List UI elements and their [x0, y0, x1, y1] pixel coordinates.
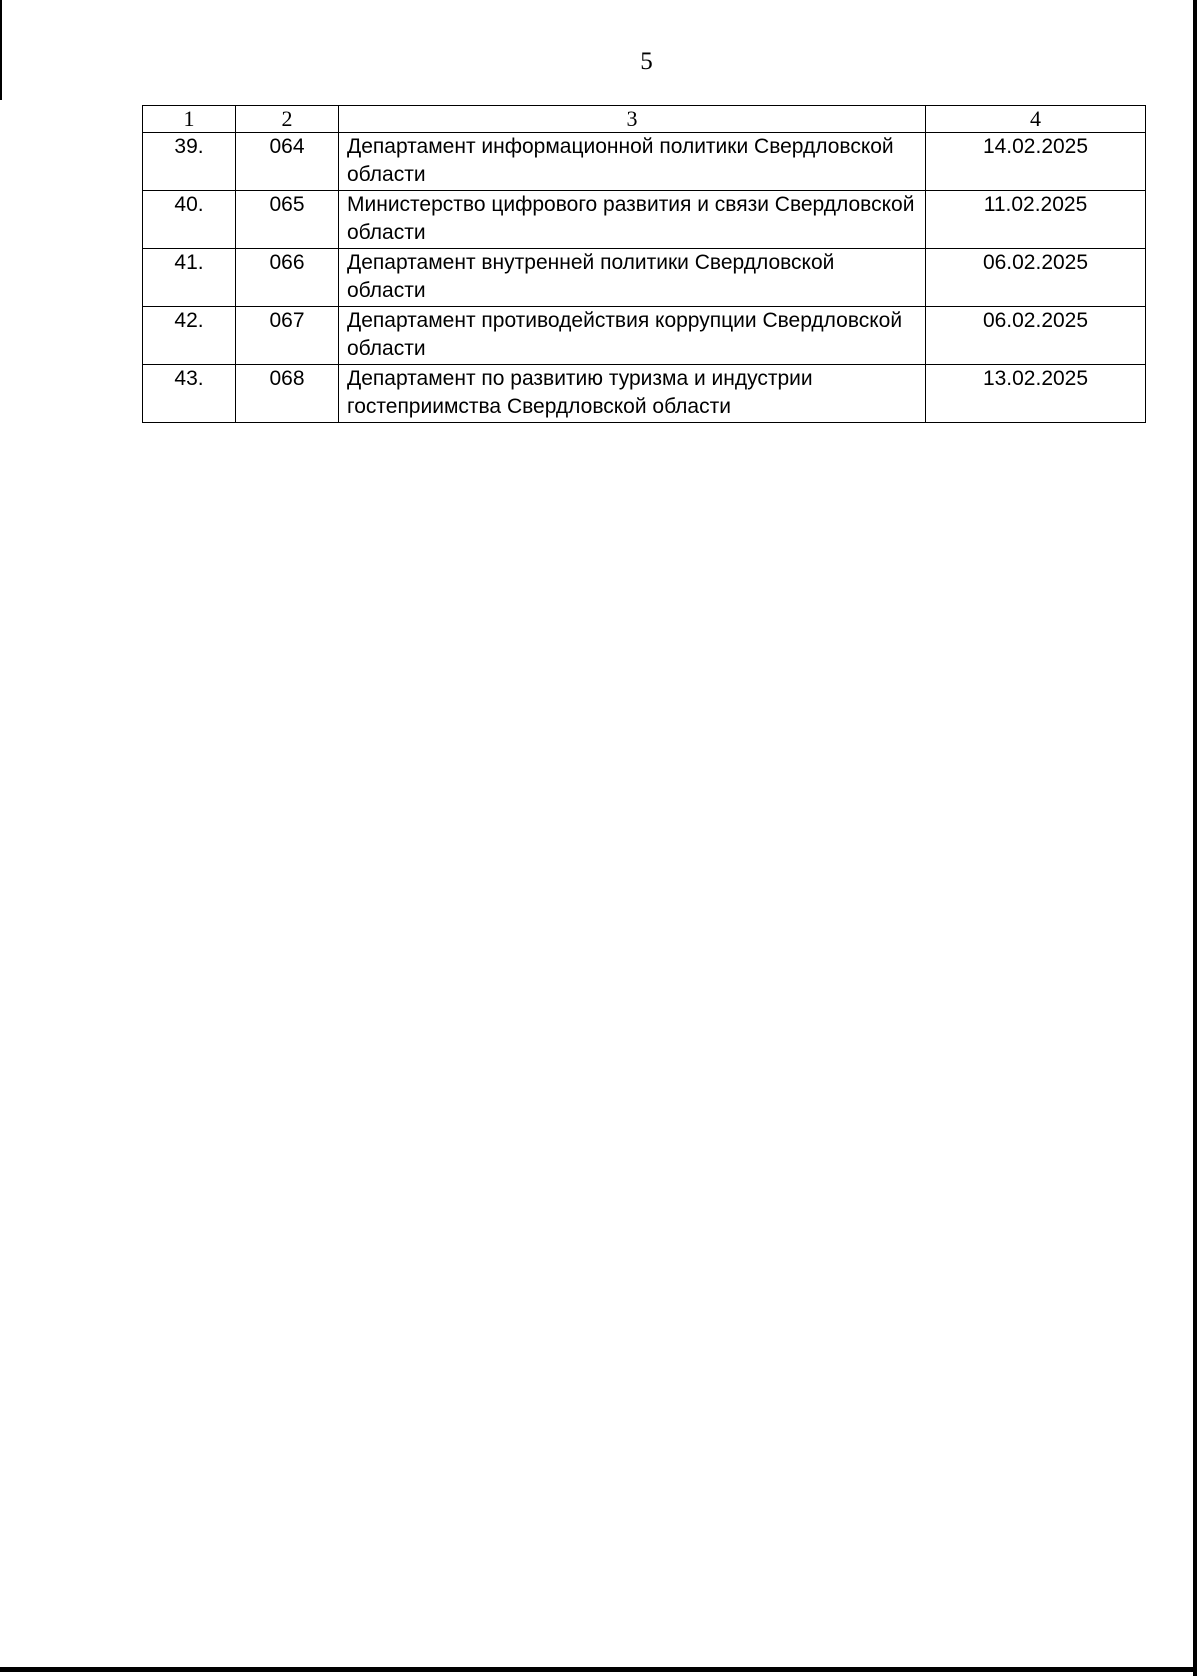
column-number-header: 1: [143, 106, 236, 133]
page-frame-bottom-border: [0, 1667, 1197, 1672]
row-date-cell: 06.02.2025: [926, 307, 1146, 365]
row-organization-cell: Министерство цифрового развития и связи Свердловской области: [339, 191, 926, 249]
table-row: [143, 133, 1146, 191]
row-organization-cell: Департамент внутренней политики Свердловской области: [339, 249, 926, 307]
row-date-cell: 14.02.2025: [926, 133, 1146, 191]
row-index-cell: 40.: [143, 191, 236, 249]
row-code-cell: 067: [236, 307, 339, 365]
page-number: 5: [640, 48, 653, 75]
column-number-header: 4: [926, 106, 1146, 133]
table-row: [143, 191, 1146, 249]
row-code-cell: 064: [236, 133, 339, 191]
column-number-header: 2: [236, 106, 339, 133]
row-date-cell: 06.02.2025: [926, 249, 1146, 307]
table-row: [143, 249, 1146, 307]
table-header-row: [143, 106, 1146, 133]
row-code-cell: 065: [236, 191, 339, 249]
row-organization-cell: Департамент информационной политики Свердловской области: [339, 133, 926, 191]
row-date-cell: 13.02.2025: [926, 365, 1146, 423]
row-index-cell: 39.: [143, 133, 236, 191]
row-index-cell: 41.: [143, 249, 236, 307]
row-code-cell: 068: [236, 365, 339, 423]
table-row: [143, 307, 1146, 365]
row-organization-cell: Департамент противодействия коррупции Свердловской области: [339, 307, 926, 365]
row-code-cell: 066: [236, 249, 339, 307]
registry-table: [142, 105, 1146, 423]
row-index-cell: 43.: [143, 365, 236, 423]
column-number-header: 3: [339, 106, 926, 133]
table-row: [143, 365, 1146, 423]
row-date-cell: 11.02.2025: [926, 191, 1146, 249]
row-index-cell: 42.: [143, 307, 236, 365]
row-organization-cell: Департамент по развитию туризма и индустрии гостеприимства Свердловской области: [339, 365, 926, 423]
page-frame-right-border: [1193, 0, 1197, 1676]
